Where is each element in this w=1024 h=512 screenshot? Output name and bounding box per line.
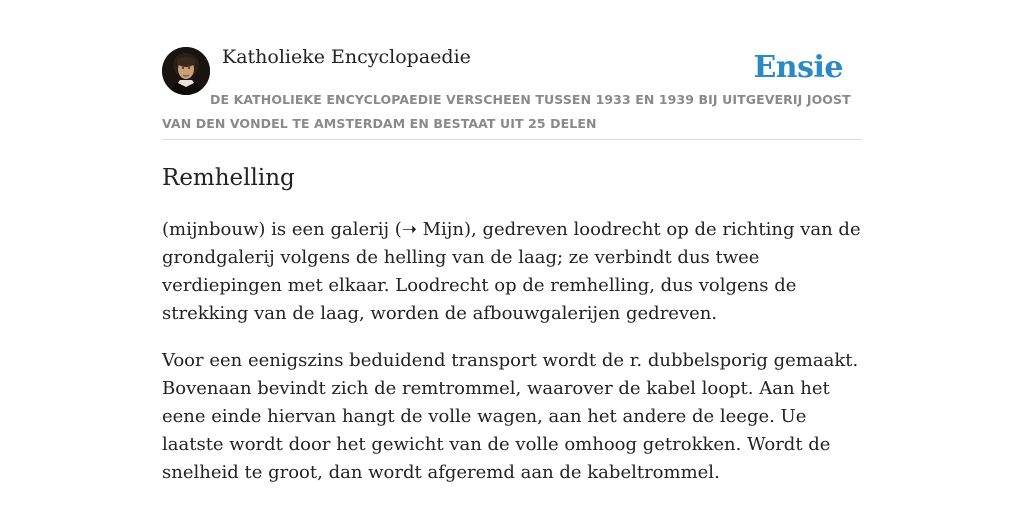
site-title[interactable]: Katholieke Encyclopaedie	[222, 46, 471, 68]
cross-reference-link[interactable]: ➝ Mijn	[401, 219, 464, 240]
article-paragraph-2: Voor een eenigszins beduidend transport wordt de r. dubbelsporig gemaakt. Bovenaan bevindt zich de remtrommel, waarover de kabel loopt. Aan het eene einde hiervan hangt de volle wagen, aan het andere de leege. Ue laatste wordt door het gewicht van de volle omhoog getrokken. Wordt de snelheid te groot, dan wordt afgeremd aan de kabeltrommel.	[162, 350, 859, 483]
article-title: Remhelling	[162, 165, 295, 191]
paragraph-text: ), gedreven loodrecht op de richting van de grondgalerij volgens de helling van de laag; ze verbindt dus twee verdiepingen met elkaar. Loodrecht op de remhelling, dus volgens de strekking van de laag, worden de afbouwgalerijen gedreven.	[162, 219, 861, 324]
site-subtitle: DE KATHOLIEKE ENCYCLOPAEDIE VERSCHEEN TUSSEN 1933 EN 1939 BIJ UITGEVERIJ JOOST VAN DEN VONDEL TE AMSTERDAM EN BESTAAT UIT 25 DELEN	[162, 92, 851, 131]
site-header	[162, 44, 862, 140]
brand-logo[interactable]: Ensie	[753, 50, 843, 85]
paragraph-text: (mijnbouw) is een galerij (	[162, 219, 402, 240]
article	[162, 160, 862, 487]
article-paragraph-1	[162, 216, 862, 328]
